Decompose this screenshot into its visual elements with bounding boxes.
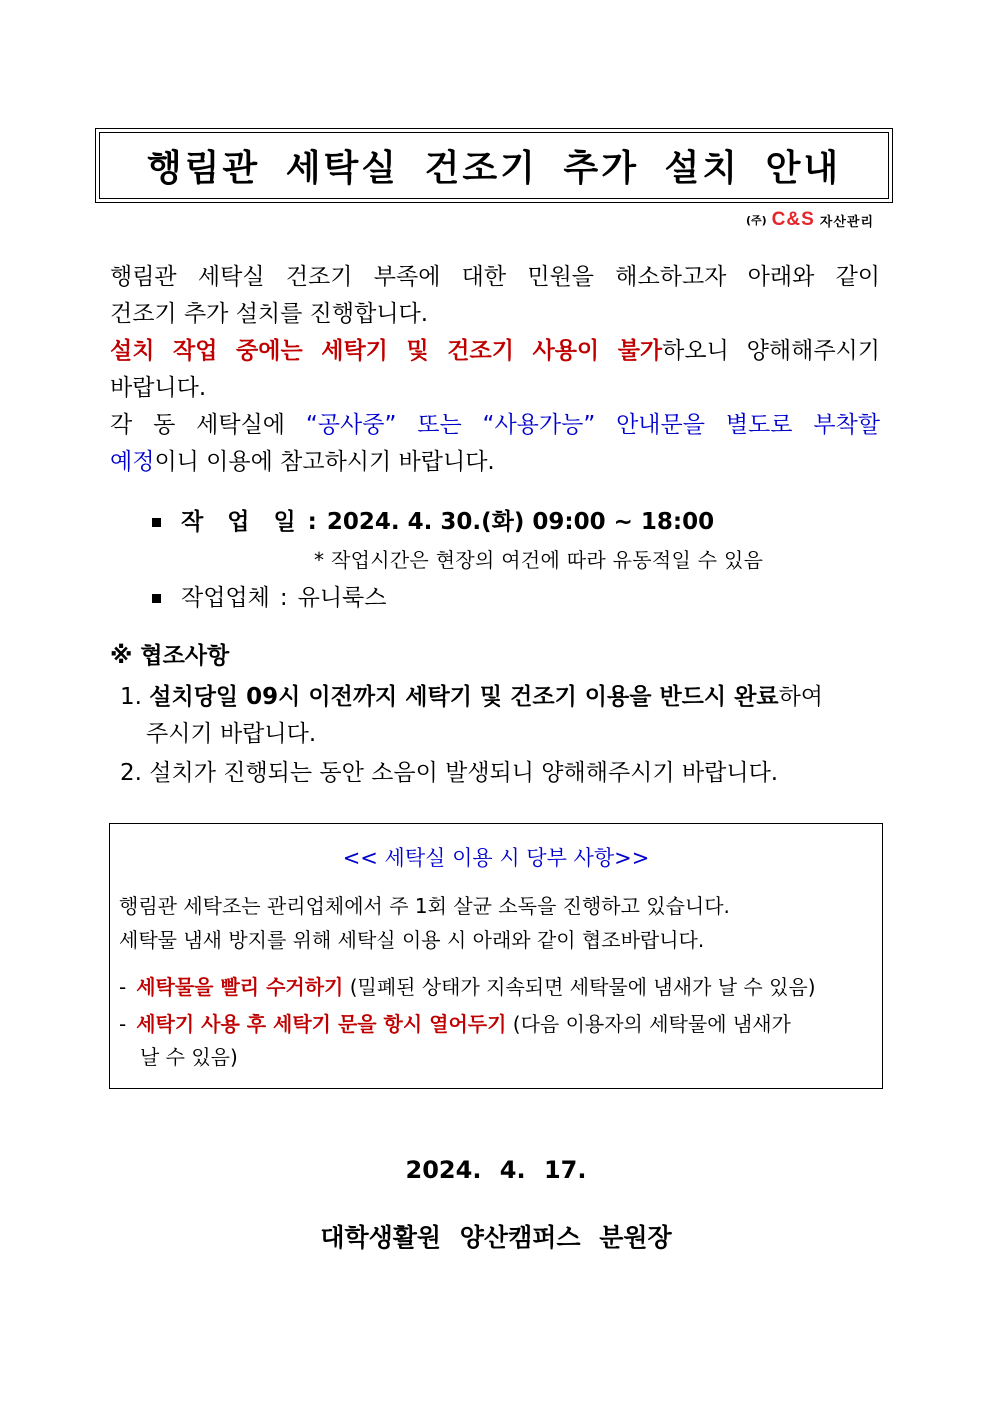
- contractor-label: 작업업체: [181, 585, 270, 611]
- contractor-row: [152, 580, 387, 617]
- item-number: 2.: [120, 760, 142, 786]
- page-title: 행림관 세탁실 건조기 추가 설치 안내: [146, 148, 842, 189]
- item-number: 1.: [120, 684, 142, 710]
- item-1-rest-text: 하여: [778, 684, 824, 710]
- work-date-row: [152, 504, 714, 541]
- work-time-note: * 작업시간은 현장의 여건에 따라 유동적일 수 있음: [314, 548, 764, 572]
- sign-notice-text-end: 예정: [110, 449, 155, 475]
- company-logo: [746, 209, 874, 231]
- notice-item-1-red: 세탁물을 빨리 수거하기: [136, 975, 344, 999]
- notice-line-2: 세탁물 냄새 방지를 위해 세탁실 이용 시 아래와 같이 협조바랍니다.: [119, 928, 705, 952]
- work-date-value: 2024. 4. 30.(화) 09:00 ~ 18:00: [326, 509, 715, 535]
- title-box-inner: [99, 132, 889, 199]
- item-1-bold-text: 설치당일 09시 이전까지 세탁기 및 건조기 이용을 반드시 완료: [149, 684, 779, 710]
- notice-line-1: 행림관 세탁조는 관리업체에서 주 1회 살균 소독을 진행하고 있습니다.: [119, 894, 730, 918]
- notice-title: << 세탁실 이용 시 당부 사항>>: [342, 846, 650, 870]
- intro-line-6: [110, 444, 880, 481]
- cooperation-heading: [110, 638, 229, 675]
- bullet-square-icon: [152, 594, 161, 603]
- logo-prefix: (주): [745, 214, 767, 227]
- contractor-value: 유니룩스: [297, 585, 387, 611]
- intro-line-5-prefix: 각 동 세탁실에: [110, 412, 306, 438]
- intro-line-5: [110, 407, 880, 444]
- dash-icon: -: [119, 975, 127, 999]
- notice-item-2: [119, 1007, 791, 1041]
- intro-line-2: 건조기 추가 설치를 진행합니다.: [110, 301, 429, 327]
- cooperation-item-1: [120, 679, 823, 716]
- bullet-square-icon: [152, 518, 161, 527]
- logo-suffix: 자산관리: [819, 214, 874, 230]
- intro-paragraph: [110, 259, 880, 481]
- work-date-separator: :: [307, 509, 317, 535]
- notice-box: [109, 823, 883, 1089]
- contractor-separator: :: [279, 585, 288, 611]
- work-date-label: 작 업 일: [181, 509, 304, 535]
- cooperation-heading-text: ※ 협조사항: [110, 643, 230, 669]
- notice-item-2-rest: (다음 이용자의 세탁물에 냄새가: [512, 1012, 791, 1036]
- install-warning: 설치 작업 중에는 세탁기 및 건조기 사용이 불가: [110, 338, 663, 364]
- cooperation-item-1-continuation: 주시기 바랍니다.: [146, 721, 317, 747]
- footer-organization: 대학생활원 양산캠퍼스 분원장: [320, 1223, 672, 1252]
- footer-date: 2024. 4. 17.: [405, 1156, 587, 1184]
- title-box: [95, 128, 893, 203]
- intro-line-6-rest: 이니 이용에 참고하시기 바랍니다.: [154, 449, 495, 475]
- notice-item-2-red: 세탁기 사용 후 세탁기 문을 항시 열어두기: [136, 1012, 507, 1036]
- item-2-text: 설치가 진행되는 동안 소음이 발생되니 양해해주시기 바랍니다.: [149, 760, 779, 786]
- notice-item-2-continuation: 날 수 있음): [140, 1045, 238, 1069]
- cooperation-item-2: [120, 755, 778, 792]
- intro-line-1: 행림관 세탁실 건조기 부족에 대한 민원을 해소하고자 아래와 같이: [110, 264, 880, 290]
- intro-line-4: 바랍니다.: [110, 375, 207, 401]
- notice-item-1-rest: (밀폐된 상태가 지속되면 세탁물에 냄새가 날 수 있음): [349, 975, 816, 999]
- dash-icon: -: [119, 1012, 127, 1036]
- intro-line-3: [110, 333, 880, 370]
- intro-line-3-rest: 하오니 양해해주시기: [662, 338, 880, 364]
- notice-item-1: [119, 970, 816, 1004]
- sign-notice-text: “공사중” 또는 “사용가능” 안내문을 별도로 부착할: [305, 412, 880, 438]
- logo-mark-icon: C&S: [771, 209, 815, 230]
